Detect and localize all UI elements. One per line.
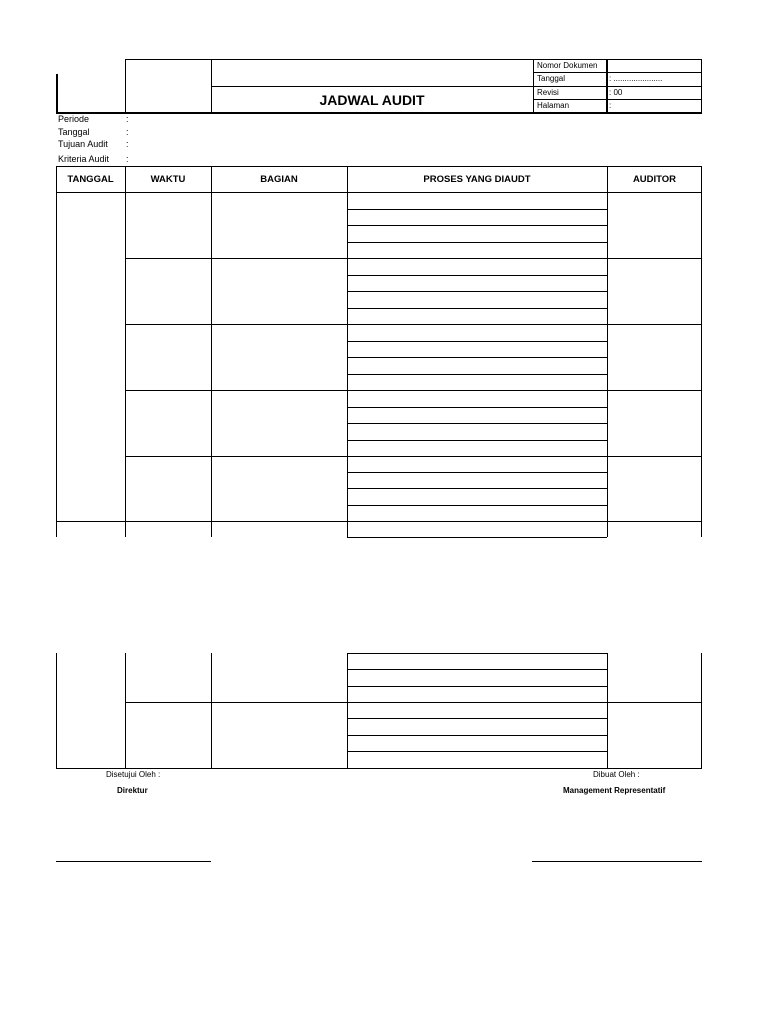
column-header-auditor: AUDITOR	[632, 174, 677, 185]
meta-sep: :	[126, 154, 129, 164]
column-header-tanggal: TANGGAL	[67, 174, 114, 185]
meta-label-periode: Periode	[58, 114, 90, 124]
doc-info-value-revisi: : 00	[609, 88, 623, 97]
doc-info-value-tanggal: : ......................	[609, 74, 663, 83]
meta-sep: :	[126, 114, 129, 124]
document-title: JADWAL AUDIT	[319, 92, 425, 108]
doc-info-label-nomor: Nomor Dokumen	[537, 61, 598, 70]
preparer-signature-line	[532, 861, 702, 862]
doc-info-label-revisi: Revisi	[537, 88, 559, 97]
approver-signature-line	[56, 861, 211, 862]
doc-info-label-tanggal: Tanggal	[537, 74, 566, 83]
column-header-bagian: BAGIAN	[260, 174, 298, 185]
preparer-role: Management Representatif	[563, 786, 666, 795]
doc-info-value-halaman: :	[609, 101, 612, 110]
meta-label-tanggal: Tanggal	[58, 127, 90, 137]
doc-info-label-halaman: Halaman	[537, 101, 570, 110]
column-header-proses: PROSES YANG DIAUDT	[423, 174, 531, 185]
column-header-waktu: WAKTU	[150, 174, 186, 185]
meta-label-kriteria-audit: Kriteria Audit	[58, 154, 110, 164]
meta-sep: :	[126, 139, 129, 149]
approved-by-label: Disetujui Oleh :	[106, 770, 161, 779]
meta-sep: :	[126, 127, 129, 137]
prepared-by-label: Dibuat Oleh :	[593, 770, 640, 779]
meta-label-tujuan-audit: Tujuan Audit	[58, 139, 108, 149]
approver-role: Direktur	[117, 786, 148, 795]
